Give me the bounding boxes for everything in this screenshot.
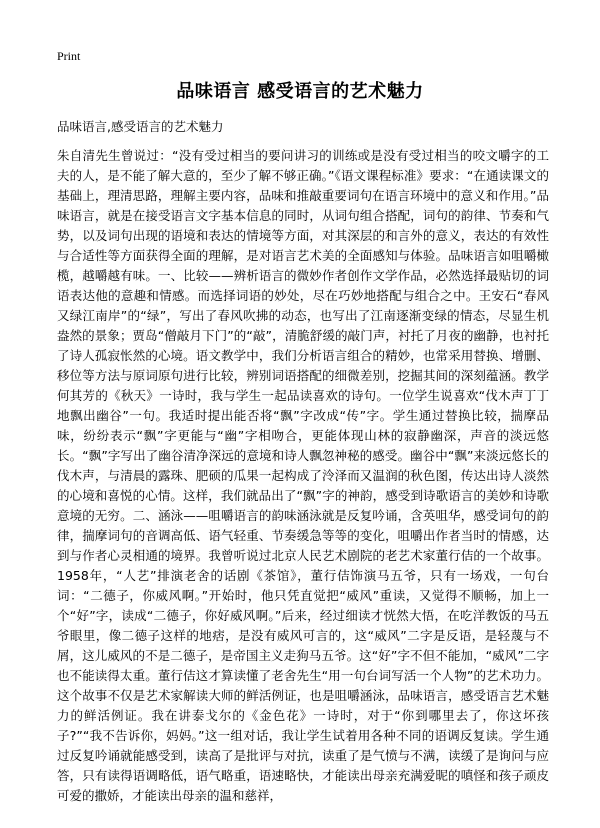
article-subtitle: 品味语言,感受语言的艺术魅力 [57,119,224,134]
article-body: 朱自清先生曾说过：“没有受过相当的要问讲习的训练或是没有受过相当的咬文嚼字的工夫的人，是不能了解大意的，至少了解不够正确。”《语文课程标准》要求：“在通读课文的基础上，理清思路，理解主要内容，品味和推敲重要词句在语言环境中的意义和作用。”品味语言，就是在接受语言文字基本信息的同时，从词句组合搭配，词句的韵律、节奏和气势，以及词句出现的语境和表达的情境等方面，对其深层的和言外的意义，表达的有效性与合适性等方面获得全面的理解，是对语言艺术美的全面感知与体验。品味语言如咀嚼橄榄，越嚼越有味。一、比较——辨析语言的微妙作者创作文学作品，必然选择最贴切的词语表达他的意趣和情感。而选择词语的妙处，尽在巧妙地搭配与组合之中。王安石“春风又绿江南岸”的“绿”，写出了春风吹拂的动态，也写出了江南逐渐变绿的情态，尽显生机盎然的景象；贾岛“僧敲月下门”的“敲”，清脆舒缓的敲门声，衬托了月夜的幽静，也衬托了诗人孤寂怅然的心境。语文教学中，我们分析语言组合的精妙，也常采用替换、增删、移位等方法与原词原句进行比较，辨别词语搭配的细微差别，挖掘其间的深刻蕴涵。教学何其芳的《秋天》一诗时，我与学生一起品读喜欢的诗句。一位学生说喜欢“伐木声丁丁地飘出幽谷”一句。我适时提出能否将“飘”字改成“传”字。学生通过替换比较，揣摩品味，纷纷表示“飘”字更能与“幽”字相吻合，更能体现山林的寂静幽深，声音的淡远悠长。“飘”字写出了幽谷清净深远的意境和诗人飘忽神秘的感受。幽谷中“飘”来淡远悠长的伐木声，与清晨的露珠、肥硕的瓜果一起构成了泠泽而又温润的秋色图，传达出诗人淡然的心境和喜悦的心情。这样，我们就品出了“飘”字的神韵，感受到诗歌语言的美妙和诗歌意境的无穷。二、涵泳——咀嚼语言的韵味涵泳就是反复吟诵，含英咀华，感受词句的韵律，揣摩词句的音调高低、语气轻重、节奏缓急等等的变化，咀嚼出作者当时的情感，达到与作者心灵相通的境界。我曾听说过北京人民艺术剧院的老艺术家董行佶的一个故事。1958年，“人艺”排演老舍的话剧《茶馆》，董行佶饰演马五爷，只有一场戏，一句台词：“二德子，你威风啊。”开始时，他只凭直觉把“威风”重读，又觉得不顺畅，加上一个“好”字，读成“二德子，你好威风啊。”后来，经过细读才恍然大悟，在吃洋教饭的马五爷眼里，像二德子这样的地痞，是没有威风可言的，这“威风”二字是反语，是轻蔑与不屑，这儿威风的不是二德子，是帝国主义走狗马五爷。这“好”字不但不能加，“威风”二字也不能读得太重。董行佶这才算读懂了老舍先生“用一句台词写活一个人物”的艺术功力。这个故事不仅是艺术家解读大师的鲜活例证，也是咀嚼涵泳，品味语言，感受语言艺术魅力的鲜活例证。我在讲泰戈尔的《金色花》一诗时，对于“你到哪里去了，你这坏孩子?”“我不告诉你，妈妈。”这一组对话，我让学生试着用各种不同的语调反复读。学生通过反复吟诵就能感受到，读高了是批评与对抗，读重了是气愤与不满，读缓了是询问与应答，只有读得语调略低，语气略重，语速略快，才能读出母亲充满爱昵的嗔怪和孩子顽皮可爱的撒娇，才能读出母亲的温和慈祥， [57,148,549,803]
page-title: 品味语言 感受语言的艺术魅力 [176,81,424,102]
print-link[interactable]: Print [57,49,81,63]
